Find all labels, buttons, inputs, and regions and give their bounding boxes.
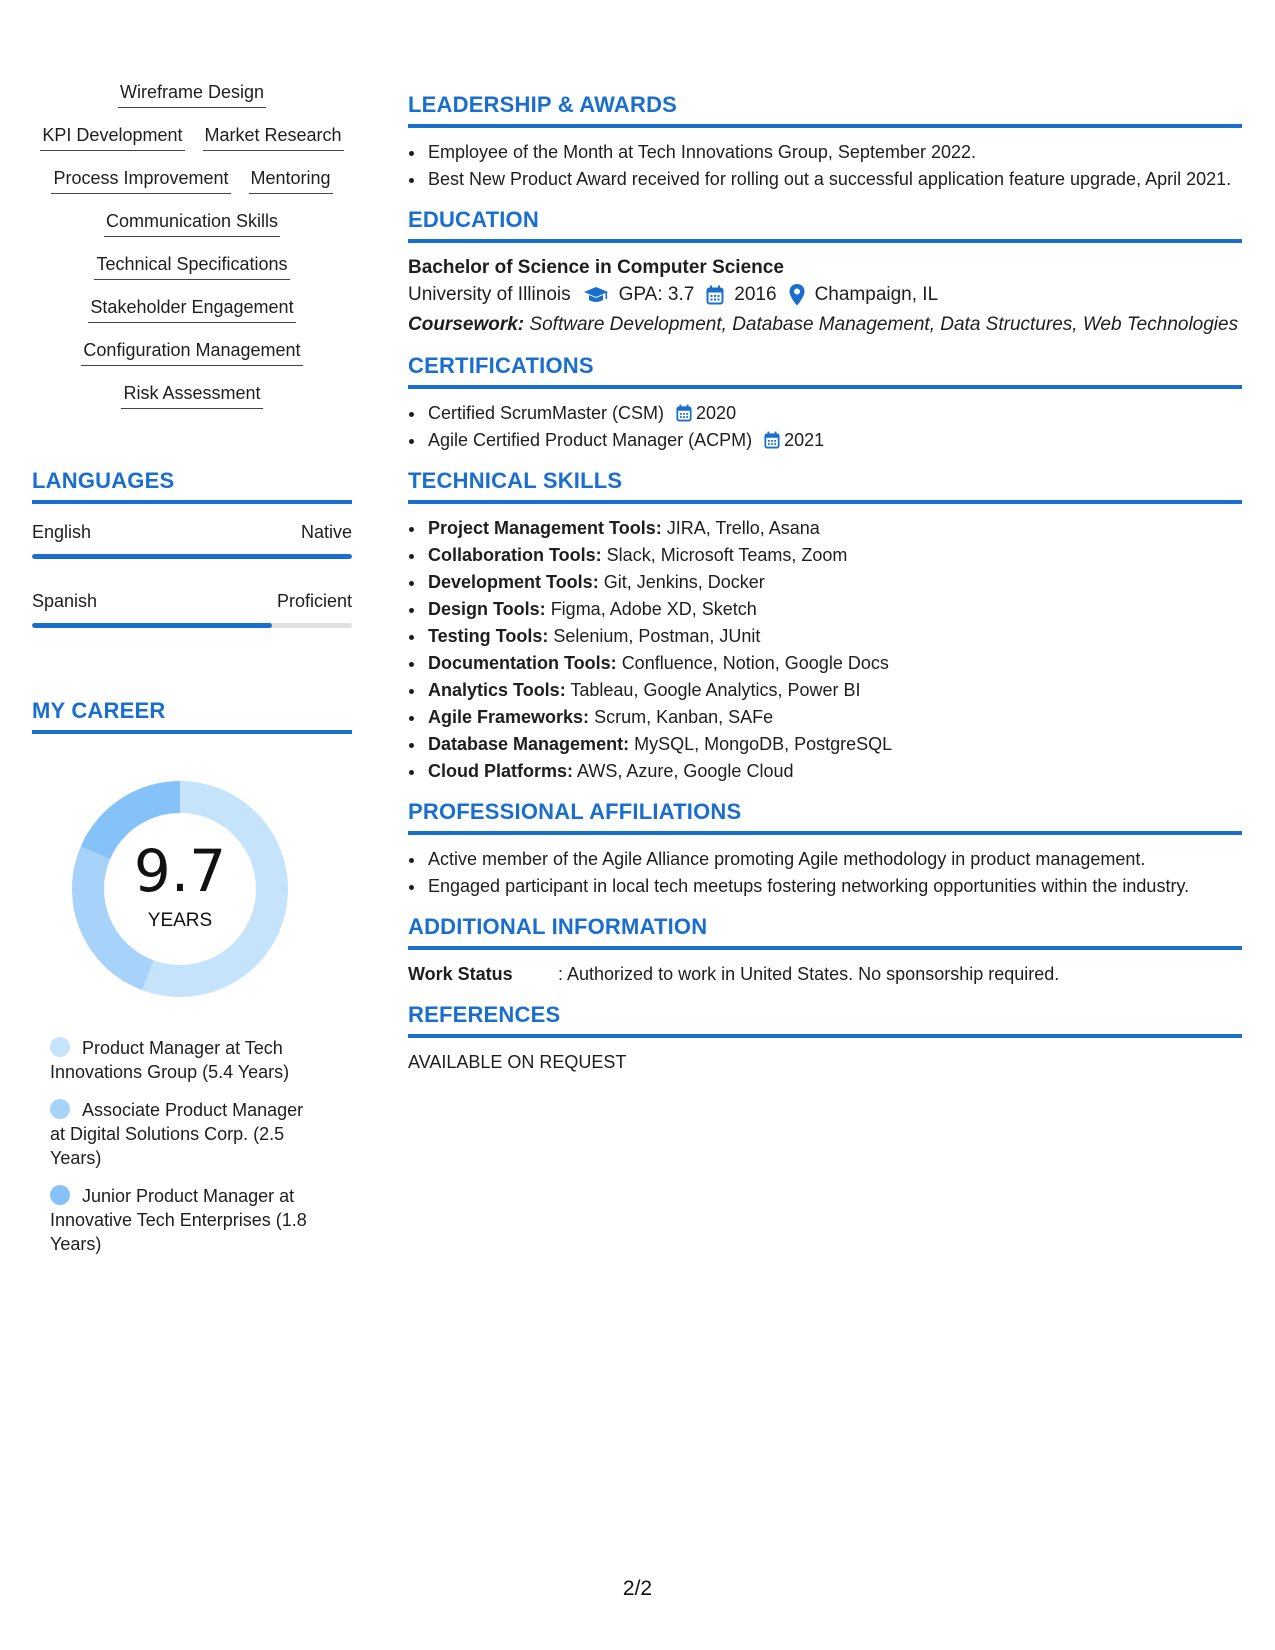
list-item: • Engaged participant in local tech meetups fostering networking opportunities within the industry. xyxy=(426,874,1242,898)
career-section xyxy=(32,698,352,1256)
certification-year: 2020 xyxy=(696,403,737,423)
technical-skill-item xyxy=(426,759,1242,783)
skill-row xyxy=(32,381,352,409)
certification-row xyxy=(428,428,1242,452)
language-level-bar xyxy=(32,623,352,628)
affiliations-title: PROFESSIONAL AFFILIATIONS xyxy=(408,799,1242,835)
skill-category: Analytics Tools: xyxy=(428,680,566,700)
references-section xyxy=(408,1002,1242,1074)
technical-skill-item xyxy=(426,570,1242,594)
language-level-fill xyxy=(32,554,352,559)
skill-category: Project Management Tools: xyxy=(428,518,662,538)
career-donut-chart xyxy=(65,774,295,1004)
list-item: • Active member of the Agile Alliance promoting Agile methodology in product management. xyxy=(426,847,1242,871)
certifications-section xyxy=(408,353,1242,452)
skills-list xyxy=(32,80,352,424)
leadership-section xyxy=(408,92,1242,191)
skill-row xyxy=(32,252,352,280)
skill-tag: Stakeholder Engagement xyxy=(88,295,295,323)
page-number: 2/2 xyxy=(622,1577,653,1600)
certifications-list xyxy=(408,401,1242,452)
graduation-cap-icon xyxy=(583,285,609,305)
affiliations-list xyxy=(408,847,1242,898)
language-level-fill xyxy=(32,623,272,628)
technical-skill-item xyxy=(426,597,1242,621)
skill-tag: Communication Skills xyxy=(104,209,280,237)
education-section xyxy=(408,207,1242,337)
language-line xyxy=(32,520,352,544)
languages-title: LANGUAGES xyxy=(32,468,352,504)
leadership-title: LEADERSHIP & AWARDS xyxy=(408,92,1242,128)
skill-tag: Market Research xyxy=(203,123,344,151)
career-total-years: 9.7 xyxy=(133,837,227,905)
technical-skills-title: TECHNICAL SKILLS xyxy=(408,468,1242,504)
legend-label: Associate Product Manager at Digital Solutions Corp. (2.5 Years) xyxy=(50,1100,304,1168)
skill-row xyxy=(32,338,352,366)
certification-row xyxy=(428,401,1242,425)
location-pin-icon xyxy=(789,284,805,306)
skill-values: MySQL, MongoDB, PostgreSQL xyxy=(634,734,893,754)
languages-section xyxy=(32,468,352,628)
technical-skill-item xyxy=(426,624,1242,648)
coursework-value: Software Development, Database Management, Data Structures, Web Technologies xyxy=(529,314,1239,335)
certification-name: • Certified ScrumMaster (CSM) xyxy=(428,403,665,423)
references-title: REFERENCES xyxy=(408,1002,1242,1038)
skill-values: Git, Jenkins, Docker xyxy=(603,572,765,592)
technical-skill-item xyxy=(426,678,1242,702)
skill-row xyxy=(32,295,352,323)
legend-dot xyxy=(50,1099,70,1119)
languages-list xyxy=(32,520,352,628)
skill-category: Database Management: xyxy=(428,734,630,754)
work-status-value: : Authorized to work in United States. No sponsorship required. xyxy=(558,964,1060,984)
skill-tag: Wireframe Design xyxy=(118,80,266,108)
skill-values: Scrum, Kanban, SAFe xyxy=(594,707,774,727)
affiliations-section xyxy=(408,799,1242,898)
legend-item xyxy=(50,1098,320,1170)
technical-skill-item xyxy=(426,705,1242,729)
graduation-year: 2016 xyxy=(734,284,777,305)
left-column xyxy=(32,80,352,1270)
calendar-icon xyxy=(706,285,724,305)
certification-item xyxy=(426,401,1242,425)
certification-name: • Agile Certified Product Manager (ACPM) xyxy=(428,430,753,450)
gpa: GPA: 3.7 xyxy=(618,284,695,305)
skill-tag: Mentoring xyxy=(249,166,333,194)
technical-skill-item xyxy=(426,651,1242,675)
career-legend xyxy=(50,1036,320,1256)
skill-row xyxy=(32,166,352,194)
skill-values: Slack, Microsoft Teams, Zoom xyxy=(606,545,848,565)
coursework xyxy=(408,313,1242,337)
skill-values: Tableau, Google Analytics, Power BI xyxy=(570,680,861,700)
technical-skill-item xyxy=(426,516,1242,540)
list-item: • Employee of the Month at Tech Innovations Group, September 2022. xyxy=(426,140,1242,164)
legend-label: Product Manager at Tech Innovations Group (5.4 Years) xyxy=(50,1038,290,1082)
work-status-label: Work Status xyxy=(408,964,513,984)
skill-category: Cloud Platforms: xyxy=(428,761,574,781)
additional-info-section xyxy=(408,914,1242,986)
skill-values: Confluence, Notion, Google Docs xyxy=(621,653,889,673)
skill-category: Collaboration Tools: xyxy=(428,545,602,565)
additional-info-title: ADDITIONAL INFORMATION xyxy=(408,914,1242,950)
language-item xyxy=(32,589,352,628)
technical-skills-section xyxy=(408,468,1242,783)
references-text: AVAILABLE ON REQUEST xyxy=(408,1052,627,1072)
skill-row xyxy=(32,209,352,237)
technical-skill-item xyxy=(426,543,1242,567)
legend-label: Junior Product Manager at Innovative Tech Enterprises (1.8 Years) xyxy=(50,1186,307,1254)
leadership-list xyxy=(408,140,1242,191)
coursework-label: Coursework: xyxy=(408,314,525,335)
skill-tag: Process Improvement xyxy=(51,166,230,194)
skill-row xyxy=(32,80,352,108)
language-line xyxy=(32,589,352,613)
certification-year: 2021 xyxy=(784,430,825,450)
education-details xyxy=(408,281,1242,309)
skill-row xyxy=(32,123,352,151)
skill-tag: Technical Specifications xyxy=(94,252,289,280)
calendar-icon xyxy=(764,431,780,449)
skill-values: Selenium, Postman, JUnit xyxy=(553,626,761,646)
technical-skills-list xyxy=(408,516,1242,783)
skill-category: Design Tools: xyxy=(428,599,546,619)
work-status-row xyxy=(408,962,1242,986)
skill-tag: Risk Assessment xyxy=(121,381,262,409)
career-years-unit: YEARS xyxy=(147,910,213,931)
education-title: EDUCATION xyxy=(408,207,1242,243)
skill-tag: Configuration Management xyxy=(81,338,302,366)
language-name: Spanish xyxy=(32,591,98,611)
skill-category: Testing Tools: xyxy=(428,626,549,646)
certification-item xyxy=(426,428,1242,452)
legend-item xyxy=(50,1184,320,1256)
legend-dot xyxy=(50,1037,70,1057)
skill-values: AWS, Azure, Google Cloud xyxy=(577,761,794,781)
technical-skill-item xyxy=(426,732,1242,756)
school-location: Champaign, IL xyxy=(814,284,939,305)
language-level: Native xyxy=(300,522,352,542)
skill-category: Development Tools: xyxy=(428,572,599,592)
legend-dot xyxy=(50,1185,70,1205)
language-item xyxy=(32,520,352,559)
certifications-title: CERTIFICATIONS xyxy=(408,353,1242,389)
language-level-bar xyxy=(32,554,352,559)
language-level: Proficient xyxy=(276,591,352,611)
degree-name: Bachelor of Science in Computer Science xyxy=(408,257,784,278)
skill-category: Agile Frameworks: xyxy=(428,707,590,727)
school-name: University of Illinois xyxy=(408,284,571,305)
skill-values: Figma, Adobe XD, Sketch xyxy=(550,599,757,619)
calendar-icon xyxy=(676,404,692,422)
skill-values: JIRA, Trello, Asana xyxy=(666,518,820,538)
career-title: MY CAREER xyxy=(32,698,352,734)
skill-category: Documentation Tools: xyxy=(428,653,617,673)
skill-tag: KPI Development xyxy=(40,123,184,151)
legend-item xyxy=(50,1036,320,1084)
language-name: English xyxy=(32,522,92,542)
right-column xyxy=(408,92,1242,1090)
list-item: • Best New Product Award received for rolling out a successful application feature upgrade, April 2021. xyxy=(426,167,1242,191)
